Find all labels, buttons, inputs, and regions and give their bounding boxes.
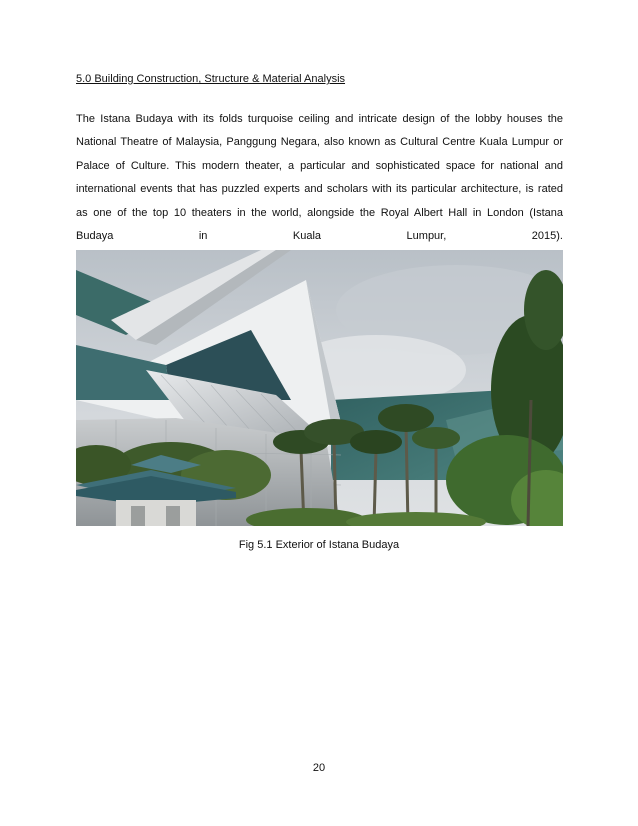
page-number: 20: [312, 762, 326, 774]
section-heading: 5.0 Building Construction, Structure & Material Analysis: [76, 73, 346, 85]
body-paragraph: [76, 108, 563, 248]
figure-caption: Fig 5.1 Exterior of Istana Budaya: [238, 539, 400, 551]
paragraph-line: Palace of Culture. This modern theater, a particular and sophisticated space for national and: [76, 159, 563, 172]
paragraph-line: The Istana Budaya with its folds turquoise ceiling and intricate design of the lobby houses the: [76, 113, 563, 125]
paragraph-line: National Theatre of Malaysia, Panggung Negara, also known as Cultural Centre Kuala Lumpur or: [76, 136, 563, 149]
building-photo: [76, 250, 563, 526]
paragraph-line: as one of the top 10 theaters in the world, alongside the Royal Albert Hall in London (Istana: [76, 206, 563, 219]
paragraph-line: Budaya in Kuala Lumpur, 2015).: [76, 230, 563, 243]
paragraph-line: international events that has puzzled experts and scholars with its particular architecture, is rated: [76, 183, 563, 196]
